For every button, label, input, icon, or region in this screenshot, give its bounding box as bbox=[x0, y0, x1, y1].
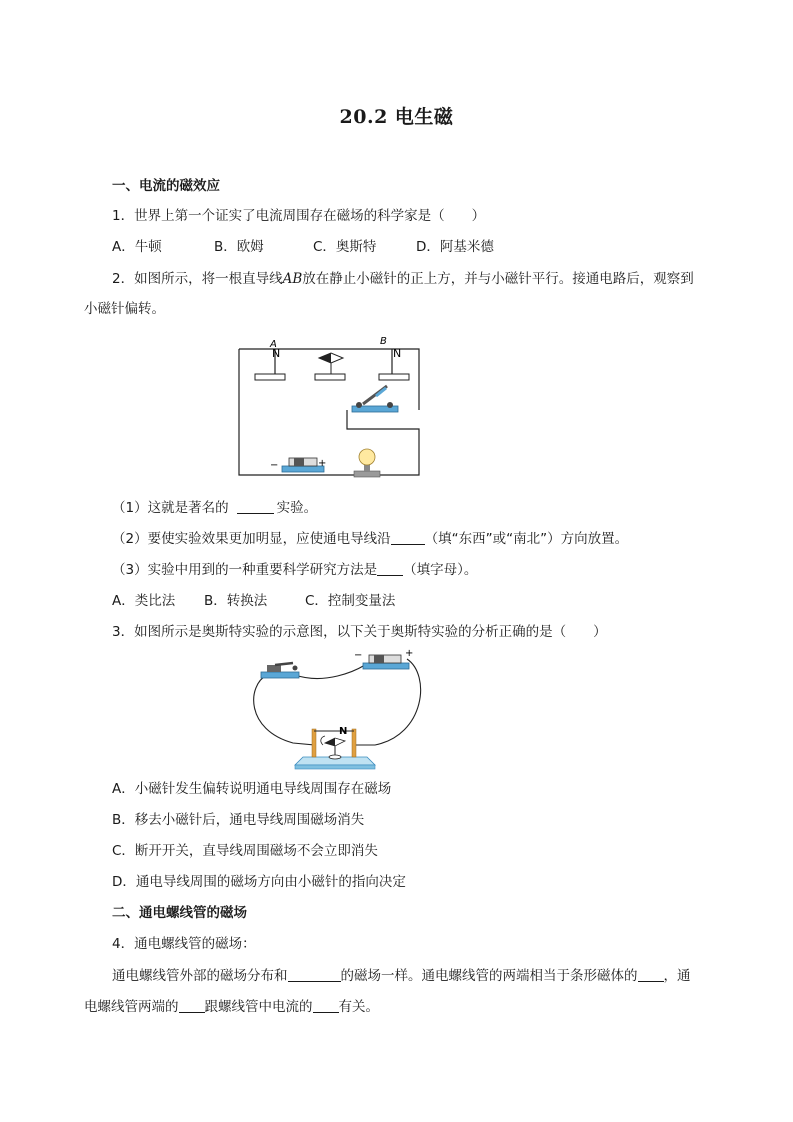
q2-stem-line1 bbox=[112, 270, 694, 288]
q3-option-b: B．移去小磁针后，通电导线周围磁场消失 bbox=[112, 812, 365, 828]
q4-line1 bbox=[112, 967, 691, 985]
q2-circuit-figure bbox=[230, 330, 430, 482]
page-title: 20.2 电生磁 bbox=[339, 106, 454, 128]
q2-sub2-part2: （填“东西”或“南北”）方向放置。 bbox=[424, 531, 629, 547]
q3-option-a: A．小磁针发生偏转说明通电导线周围存在磁场 bbox=[112, 781, 392, 797]
q4-line1-part1: 通电螺线管外部的磁场分布和 bbox=[112, 968, 288, 984]
q2-sub2-blank bbox=[391, 530, 425, 545]
bulb-base bbox=[354, 471, 380, 477]
battery-plus: + bbox=[318, 458, 327, 469]
q3-oersted-figure bbox=[245, 645, 425, 771]
q2-sub3-blank bbox=[377, 561, 403, 576]
q2-sub1-blank bbox=[237, 499, 274, 514]
q2-stem-part2: 放在静止小磁针的正上方，并与小磁针平行。接通电路后，观察到 bbox=[302, 271, 694, 287]
q2-label-n2: N bbox=[393, 347, 402, 360]
q4-line2-part1: 电螺线管两端的 bbox=[84, 999, 179, 1015]
q1-option-b: B．欧姆 bbox=[214, 239, 264, 255]
q2-sub3-part1: （3）实验中用到的一种重要科学研究方法是 bbox=[112, 562, 378, 578]
q3-rod-right bbox=[352, 729, 356, 757]
q4-line2 bbox=[84, 998, 379, 1016]
q2-sub1-part2: 实验。 bbox=[276, 500, 318, 516]
q3-switch-base bbox=[261, 672, 299, 678]
q2-label-b: B bbox=[380, 336, 387, 347]
q3-label-n: N bbox=[339, 726, 348, 737]
section-heading-2: 二、通电螺线管的磁场 bbox=[112, 905, 247, 921]
q2-wire-ab: AB bbox=[282, 271, 303, 287]
q4-blank-3 bbox=[179, 998, 205, 1013]
q3-battery-cell bbox=[369, 655, 401, 663]
q4-blank-2 bbox=[638, 967, 664, 982]
q2-sub1-part1: （1）这就是著名的 bbox=[112, 500, 229, 516]
q2-option-a: A．类比法 bbox=[112, 593, 176, 609]
q4-line1-part3: ，通 bbox=[663, 968, 691, 984]
q4-blank-4 bbox=[313, 998, 339, 1013]
q1-option-d: D．阿基米德 bbox=[416, 239, 494, 255]
q3-battery-plus: + bbox=[405, 648, 414, 659]
q2-stem-part1: 2．如图所示，将一根直导线 bbox=[112, 271, 283, 287]
q1-option-a: A．牛顿 bbox=[112, 239, 162, 255]
q4-stem: 4．通电螺线管的磁场： bbox=[112, 936, 256, 952]
q2-sub2 bbox=[112, 530, 628, 548]
q4-line1-part2: 的磁场一样。通电螺线管的两端相当于条形磁体的 bbox=[340, 968, 638, 984]
q2-sub3-part2: （填字母）。 bbox=[403, 562, 478, 578]
q3-battery-minus: − bbox=[354, 650, 363, 661]
bulb-icon bbox=[359, 449, 375, 465]
q4-blank-1 bbox=[288, 967, 341, 982]
q3-stem: 3．如图所示是奥斯特实验的示意图，以下关于奥斯特实验的分析正确的是（ ） bbox=[112, 624, 607, 640]
q2-stem-line2: 小磁针偏转。 bbox=[84, 301, 165, 317]
q3-option-c: C．断开开关，直导线周围磁场不会立即消失 bbox=[112, 843, 378, 859]
q2-sub1 bbox=[112, 499, 317, 517]
battery-minus: − bbox=[270, 460, 279, 471]
q2-sub3 bbox=[112, 561, 477, 579]
q4-line2-part3: 有关。 bbox=[338, 999, 379, 1015]
q3-option-d: D．通电导线周围的磁场方向由小磁针的指向决定 bbox=[112, 874, 406, 890]
q2-sub2-part1: （2）要使实验效果更加明显，应使通电导线沿 bbox=[112, 531, 391, 547]
q2-label-a: A bbox=[270, 339, 277, 350]
q2-option-b: B．转换法 bbox=[204, 593, 268, 609]
q1-stem: 1．世界上第一个证实了电流周围存在磁场的科学家是（ ） bbox=[112, 208, 486, 224]
q2-option-c: C．控制变量法 bbox=[305, 593, 396, 609]
q4-line2-part2: 跟螺线管中电流的 bbox=[204, 999, 313, 1015]
q3-battery-base bbox=[363, 663, 409, 669]
section-heading-1: 一、电流的磁效应 bbox=[112, 178, 220, 194]
q2-label-n1: N bbox=[272, 347, 281, 360]
q1-option-c: C．奥斯特 bbox=[313, 239, 377, 255]
q3-rod-left bbox=[312, 729, 316, 757]
q3-switch-lever bbox=[275, 663, 293, 665]
